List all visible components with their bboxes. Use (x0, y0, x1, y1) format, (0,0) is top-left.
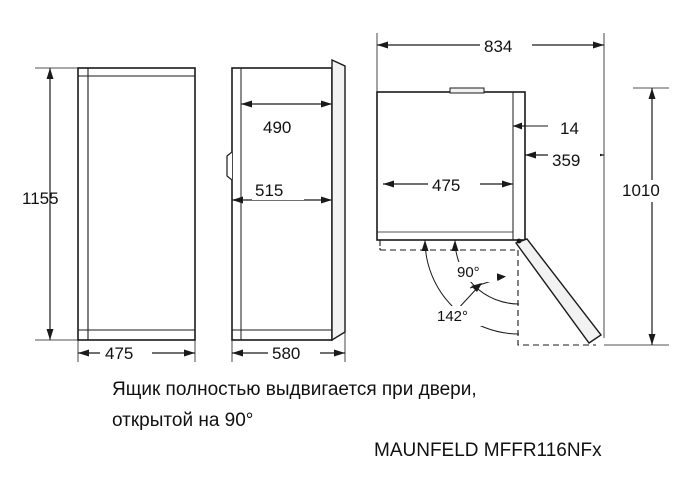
top-door-offset-label: 14 (560, 119, 579, 138)
side-total-arrow-right (334, 350, 345, 357)
top-view-body (377, 92, 525, 240)
top-view-group (377, 33, 678, 345)
angle-90-label: 90° (457, 264, 480, 281)
top-depth-label: 1010 (622, 181, 660, 200)
top-width-arrow-right (593, 42, 604, 49)
swing-arc-142-arrow (422, 240, 429, 251)
top-width-arrow-left (377, 42, 388, 49)
side-outer-label: 515 (255, 181, 284, 200)
side-total-label: 580 (272, 344, 301, 363)
caption-line-1: Ящик полностью выдвигается при двери, (112, 379, 477, 400)
angle-90-leader-arrow (496, 273, 506, 281)
top-view-open-door (516, 239, 601, 343)
top-swing-label: 359 (552, 151, 581, 170)
side-total-arrow-left (232, 350, 243, 357)
side-view-group (227, 60, 345, 363)
model-name: MAUNFELD MFFR116NFx (374, 440, 602, 461)
front-width-arrow-right (184, 350, 195, 357)
angle-142-label: 142° (437, 308, 469, 325)
side-view-handle (227, 152, 232, 180)
front-height-arrow-bottom (47, 329, 54, 340)
front-view-group (22, 68, 195, 363)
top-depth-arrow-bottom (649, 334, 656, 345)
caption-line-2: открытой на 90° (112, 410, 254, 431)
top-view-hinge-pivot (517, 239, 522, 244)
side-view-door (332, 60, 345, 340)
top-swing-arrow-left (525, 152, 536, 159)
top-depth-arrow-top (649, 88, 656, 99)
side-inner-label: 490 (263, 118, 292, 137)
front-width-arrow-left (78, 350, 89, 357)
top-body-width-label: 475 (432, 176, 461, 195)
top-view-hinge-strip (450, 88, 484, 93)
front-height-arrow-top (47, 68, 54, 79)
front-width-label: 475 (105, 344, 134, 363)
side-view-body (232, 68, 332, 340)
swing-arc-90-arrow (452, 240, 459, 251)
front-height-label: 1155 (22, 189, 59, 208)
top-width-label: 834 (484, 37, 513, 56)
front-view-cabinet (78, 68, 195, 340)
